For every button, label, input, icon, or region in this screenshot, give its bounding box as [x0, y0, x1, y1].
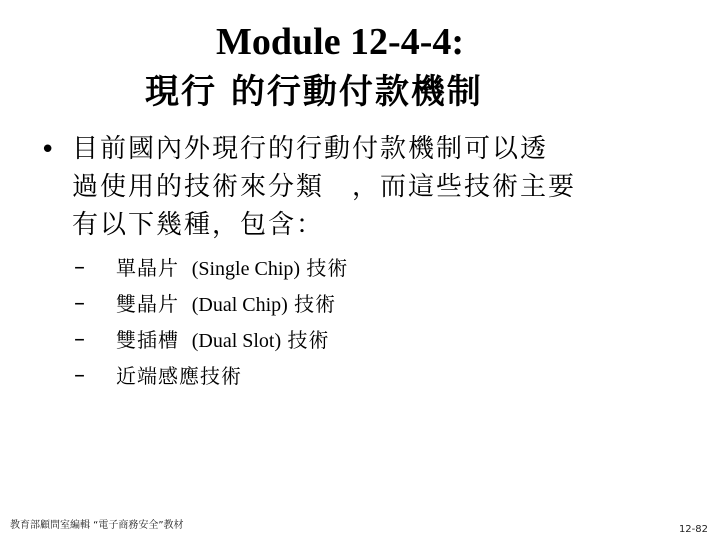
- bullet-line-2: 過使用的技術來分類 ，而這些技術主要: [72, 172, 577, 202]
- page-number: 12-82: [678, 524, 708, 535]
- slide-title-english: Module 12-4-4:: [216, 21, 465, 63]
- technology-name: 雙晶片: [116, 292, 179, 316]
- technology-suffix: 技術: [294, 292, 337, 316]
- bullet-line-3: 有以下幾種，包含：: [72, 210, 325, 240]
- sub-bullet-text: [116, 322, 330, 359]
- slide-title-chinese: 現行 的行動付款機制: [145, 72, 483, 112]
- sub-bullet-item: [74, 322, 574, 358]
- technology-suffix: 技術: [287, 328, 330, 352]
- sub-bullet-list: [74, 250, 574, 394]
- sub-bullet-text: [116, 286, 336, 323]
- technology-english-name: (Dual Chip): [191, 294, 288, 316]
- footer-source: 教育部顧問室編輯 “電子商務安全”教材: [10, 520, 184, 531]
- sub-bullet-item: [74, 250, 574, 286]
- sub-bullet-text: [116, 250, 348, 287]
- sub-bullet-item: [74, 286, 574, 322]
- dash-marker: –: [74, 327, 85, 352]
- technology-english-name: (Dual Slot): [191, 330, 282, 352]
- technology-english-name: (Single Chip): [191, 258, 301, 280]
- technology-suffix: 技術: [306, 256, 349, 280]
- technology-name: 單晶片: [116, 256, 179, 280]
- bullet-line-1: 目前國內外現行的行動付款機制可以透: [72, 134, 549, 164]
- bullet-marker: •: [40, 135, 56, 165]
- sub-bullet-text: [116, 358, 242, 394]
- technology-name: 雙插槽: [116, 328, 179, 352]
- dash-marker: –: [74, 363, 85, 388]
- dash-marker: –: [74, 291, 85, 316]
- bullet-text: [72, 130, 672, 244]
- dash-marker: –: [74, 255, 85, 280]
- sub-bullet-item: [74, 358, 574, 394]
- technology-name: 近端感應技術: [116, 364, 242, 388]
